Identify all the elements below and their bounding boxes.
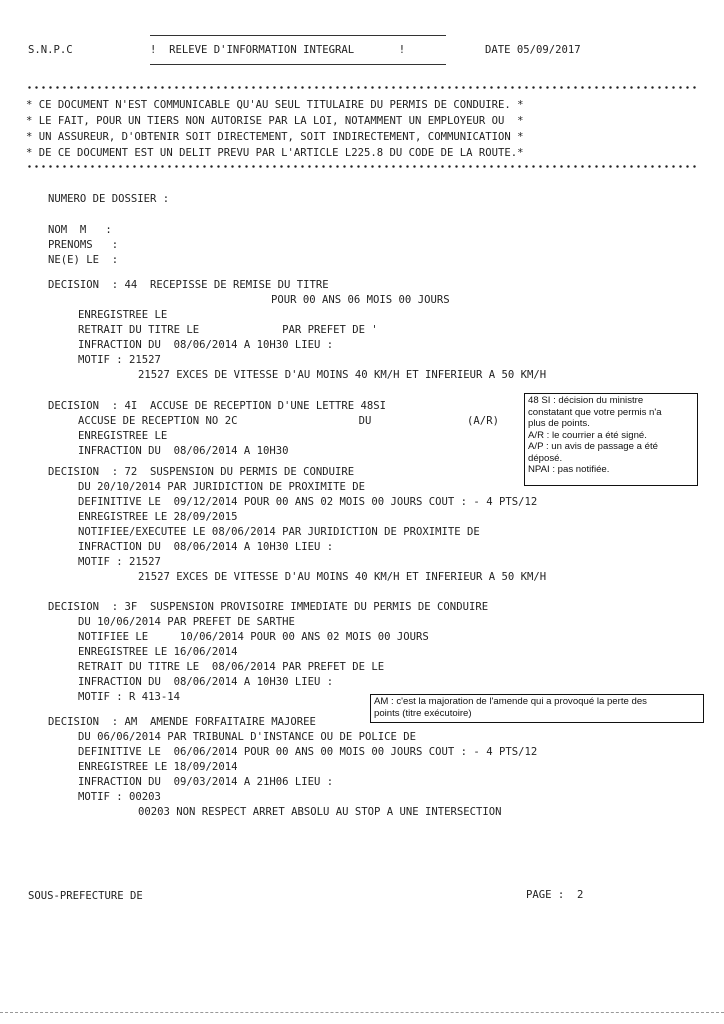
header-date: DATE 05/09/2017 (485, 44, 581, 56)
decision-5-registered: ENREGISTREE LE 18/09/2014 (78, 761, 238, 773)
first-names-label: PRENOMS : (48, 239, 119, 251)
decision-3-motif-text: 21527 EXCES DE VITESSE D'AU MOINS 40 KM/H ET INFERIEUR A 50 KM/H (138, 571, 547, 583)
header-title: ! RELEVE D'INFORMATION INTEGRAL ! (150, 44, 406, 56)
warning-line-4: * DE CE DOCUMENT EST UN DELIT PREVU PAR L'ARTICLE L225.8 DU CODE DE LA ROUTE.* (26, 147, 524, 159)
name-label: NOM M : (48, 224, 112, 236)
decision-2-receipt: ACCUSE DE RECEPTION NO 2C DU (A/R) (78, 415, 499, 427)
decision-4-notified: NOTIFIEE LE 10/06/2014 POUR 00 ANS 02 MOIS 00 JOURS (78, 631, 429, 643)
annotation-48si-line-1: 48 SI : décision du ministre (528, 395, 644, 406)
decision-1-duration: POUR 00 ANS 06 MOIS 00 JOURS (271, 294, 450, 306)
header-rule-bottom (150, 64, 446, 65)
warning-line-1: * CE DOCUMENT N'EST COMMUNICABLE QU'AU SEUL TITULAIRE DU PERMIS DE CONDUIRE. * (26, 99, 524, 111)
footer-prefecture: SOUS-PREFECTURE DE (28, 890, 143, 902)
annotation-am-line-2: points (titre exécutoire) (374, 707, 472, 719)
annotation-am-line-1: AM : c'est la majoration de l'amende qui a provoqué la perte des (374, 696, 647, 707)
annotation-48si-line-3: plus de points. (528, 418, 590, 429)
decision-1-motif: MOTIF : 21527 (78, 354, 161, 366)
footer-page-number: PAGE : 2 (526, 889, 584, 901)
decision-5-infraction: INFRACTION DU 09/03/2014 A 21H06 LIEU : (78, 776, 334, 788)
decision-3-title: DECISION : 72 SUSPENSION DU PERMIS DE CONDUIRE (48, 466, 355, 478)
decision-3-infraction: INFRACTION DU 08/06/2014 A 10H30 LIEU : (78, 541, 334, 553)
header-rule-top (150, 35, 446, 36)
decision-3-notified: NOTIFIEE/EXECUTEE LE 08/06/2014 PAR JURIDICTION DE PROXIMITE DE (78, 526, 480, 538)
decision-5-definitive: DEFINITIVE LE 06/06/2014 POUR 00 ANS 00 MOIS 00 JOURS COUT : - 4 PTS/12 (78, 746, 538, 758)
annotation-48si-line-2: constatant que votre permis n'a (528, 406, 662, 418)
decision-5-motif-text: 00203 NON RESPECT ARRET ABSOLU AU STOP A UNE INTERSECTION (138, 806, 502, 818)
decision-4-withdrawal: RETRAIT DU TITRE LE 08/06/2014 PAR PREFET DE LE (78, 661, 385, 673)
decision-1-infraction: INFRACTION DU 08/06/2014 A 10H30 LIEU : (78, 339, 334, 351)
annotation-48si-line-7: NPAI : pas notifiée. (528, 464, 610, 475)
annotation-48si-line-6: déposé. (528, 452, 563, 464)
warning-line-3: * UN ASSUREUR, D'OBTENIR SOIT DIRECTEMENT, SOIT INDIRECTEMENT, COMMUNICATION * (26, 131, 524, 143)
stars-bottom (26, 163, 698, 170)
decision-2-registered: ENREGISTREE LE (78, 430, 168, 442)
decision-2-infraction: INFRACTION DU 08/06/2014 A 10H30 (78, 445, 289, 457)
decision-3-definitive: DEFINITIVE LE 09/12/2014 POUR 00 ANS 02 MOIS 00 JOURS COUT : - 4 PTS/12 (78, 496, 538, 508)
decision-5-date: DU 06/06/2014 PAR TRIBUNAL D'INSTANCE OU DE POLICE DE (78, 731, 417, 743)
decision-5-motif: MOTIF : 00203 (78, 791, 161, 803)
scan-edge-line (0, 1012, 724, 1013)
annotation-48si (524, 393, 698, 486)
decision-1-motif-text: 21527 EXCES DE VITESSE D'AU MOINS 40 KM/H ET INFERIEUR A 50 KM/H (138, 369, 547, 381)
warning-line-2: * LE FAIT, POUR UN TIERS NON AUTORISE PAR LA LOI, NOTAMMENT UN EMPLOYEUR OU * (26, 115, 524, 127)
decision-1-withdrawal: RETRAIT DU TITRE LE PAR PREFET DE ' (78, 324, 378, 336)
decision-1-title: DECISION : 44 RECEPISSE DE REMISE DU TITRE (48, 279, 329, 291)
decision-3-motif: MOTIF : 21527 (78, 556, 161, 568)
decision-1-registered: ENREGISTREE LE (78, 309, 168, 321)
decision-4-date: DU 10/06/2014 PAR PREFET DE SARTHE (78, 616, 295, 628)
decision-2-title: DECISION : 4I ACCUSE DE RECEPTION D'UNE LETTRE 48SI (48, 400, 387, 412)
dossier-number-label: NUMERO DE DOSSIER : (48, 193, 170, 205)
decision-3-registered: ENREGISTREE LE 28/09/2015 (78, 511, 238, 523)
decision-4-title: DECISION : 3F SUSPENSION PROVISOIRE IMMEDIATE DU PERMIS DE CONDUIRE (48, 601, 489, 613)
annotation-48si-line-4: A/R : le courrier a été signé. (528, 429, 647, 441)
decision-4-motif: MOTIF : R 413-14 (78, 691, 181, 703)
annotation-am (370, 694, 704, 723)
annotation-48si-line-5: A/P : un avis de passage a été (528, 441, 658, 452)
stars-top (26, 84, 698, 91)
birth-date-label: NE(E) LE : (48, 254, 119, 266)
decision-4-infraction: INFRACTION DU 08/06/2014 A 10H30 LIEU : (78, 676, 334, 688)
decision-4-registered: ENREGISTREE LE 16/06/2014 (78, 646, 238, 658)
header-left: S.N.P.C (28, 44, 73, 56)
decision-5-title: DECISION : AM AMENDE FORFAITAIRE MAJOREE (48, 716, 316, 728)
decision-3-date: DU 20/10/2014 PAR JURIDICTION DE PROXIMITE DE (78, 481, 366, 493)
